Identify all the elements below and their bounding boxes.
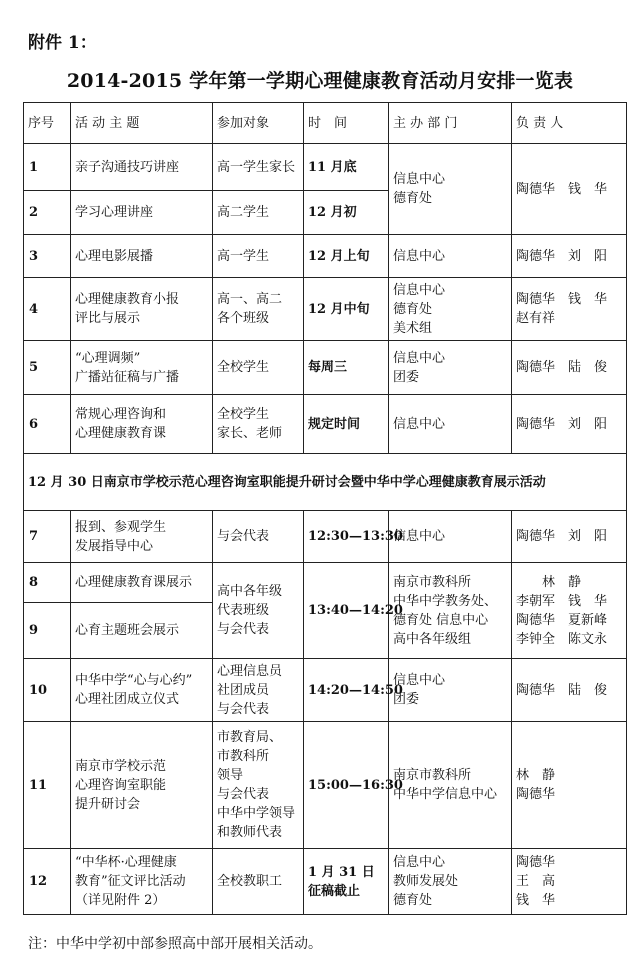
person-in-charge: 陶德华 刘 阳 — [512, 511, 627, 563]
row-number: 9 — [24, 603, 71, 659]
table-row — [24, 278, 627, 341]
host-department: 信息中心 德育处 — [389, 144, 512, 235]
footnote: 注：中华中学初中部参照高中部开展相关活动。 — [28, 936, 322, 952]
participants: 与会代表 — [213, 511, 304, 563]
activity-theme: 心理电影展播 — [71, 235, 213, 278]
host-department: 信息中心 教师发展处 德育处 — [389, 849, 512, 915]
person-in-charge: 陶德华 钱 华 赵有祥 — [512, 278, 627, 341]
table-row — [24, 563, 627, 603]
host-department: 南京市教科所 中华中学教务处、 德育处 信息中心 高中各年级组 — [389, 563, 512, 659]
table-row — [24, 849, 627, 915]
activity-theme: 学习心理讲座 — [71, 191, 213, 235]
row-number: 1 — [24, 144, 71, 191]
header-no: 序号 — [24, 103, 71, 144]
person-in-charge: 陶德华 钱 华 — [512, 144, 627, 235]
activity-theme: 心理健康教育课展示 — [71, 563, 213, 603]
participants: 市教育局、 市教科所 领导 与会代表 中华中学领导 和教师代表 — [213, 722, 304, 849]
activity-theme: 中华中学“心与心约” 心理社团成立仪式 — [71, 659, 213, 722]
activity-time: 12 月中旬 — [304, 278, 389, 341]
header-time: 时 间 — [304, 103, 389, 144]
host-department: 信息中心 团委 — [389, 341, 512, 395]
activity-theme: 报到、参观学生 发展指导中心 — [71, 511, 213, 563]
participants: 心理信息员 社团成员 与会代表 — [213, 659, 304, 722]
activity-time: 每周三 — [304, 341, 389, 395]
activity-time: 规定时间 — [304, 395, 389, 454]
activity-theme: 心理健康教育小报 评比与展示 — [71, 278, 213, 341]
activity-time: 12 月上旬 — [304, 235, 389, 278]
header-leader: 负 责 人 — [512, 103, 627, 144]
activity-time: 12 月初 — [304, 191, 389, 235]
activity-time: 1 月 31 日 征稿截止 — [304, 849, 389, 915]
person-in-charge: 陶德华 王 高 钱 华 — [512, 849, 627, 915]
activity-time: 14:20—14:50 — [304, 659, 389, 722]
participants: 高一学生 — [213, 235, 304, 278]
activity-theme: “中华杯·心理健康 教育”征文评比活动 （详见附件 2） — [71, 849, 213, 915]
row-number: 10 — [24, 659, 71, 722]
table-row — [24, 395, 627, 454]
person-in-charge: 陶德华 刘 阳 — [512, 395, 627, 454]
row-number: 4 — [24, 278, 71, 341]
activity-time: 13:40—14:20 — [304, 563, 389, 659]
activity-theme: 亲子沟通技巧讲座 — [71, 144, 213, 191]
document-title: 2014-2015 学年第一学期心理健康教育活动月安排一览表 — [66, 70, 574, 92]
participants: 高一学生家长 — [213, 144, 304, 191]
person-in-charge: 林 静 李朝军 钱 华 陶德华 夏新峰 李钟全 陈文永 — [512, 563, 627, 659]
header-host: 主 办 部 门 — [389, 103, 512, 144]
row-number: 7 — [24, 511, 71, 563]
participants: 高中各年级 代表班级 与会代表 — [213, 563, 304, 659]
host-department: 信息中心 — [389, 395, 512, 454]
participants: 全校学生 家长、老师 — [213, 395, 304, 454]
header-participants: 参加对象 — [213, 103, 304, 144]
activity-theme: 南京市学校示范 心理咨询室职能 提升研讨会 — [71, 722, 213, 849]
host-department: 信息中心 — [389, 511, 512, 563]
table-header-row — [24, 103, 627, 144]
activity-time: 15:00—16:30 — [304, 722, 389, 849]
row-number: 12 — [24, 849, 71, 915]
activity-schedule-table — [23, 102, 627, 915]
table-row — [24, 235, 627, 278]
header-theme: 活 动 主 题 — [71, 103, 213, 144]
table-row — [24, 722, 627, 849]
host-department: 南京市教科所 中华中学信息中心 — [389, 722, 512, 849]
table-row — [24, 144, 627, 191]
host-department: 信息中心 — [389, 235, 512, 278]
person-in-charge: 陶德华 陆 俊 — [512, 659, 627, 722]
event-banner: 12 月 30 日南京市学校示范心理咨询室职能提升研讨会暨中华中学心理健康教育展示活动 — [24, 454, 627, 511]
activity-theme: 心育主题班会展示 — [71, 603, 213, 659]
row-number: 11 — [24, 722, 71, 849]
person-in-charge: 陶德华 陆 俊 — [512, 341, 627, 395]
table-row — [24, 341, 627, 395]
person-in-charge: 林 静 陶德华 — [512, 722, 627, 849]
row-number: 3 — [24, 235, 71, 278]
row-number: 6 — [24, 395, 71, 454]
host-department: 信息中心 德育处 美术组 — [389, 278, 512, 341]
participants: 全校学生 — [213, 341, 304, 395]
participants: 全校教职工 — [213, 849, 304, 915]
activity-theme: “心理调频” 广播站征稿与广播 — [71, 341, 213, 395]
activity-time: 12:30—13:30 — [304, 511, 389, 563]
host-department: 信息中心 团委 — [389, 659, 512, 722]
person-in-charge: 陶德华 刘 阳 — [512, 235, 627, 278]
table-row — [24, 659, 627, 722]
row-number: 2 — [24, 191, 71, 235]
activity-time: 11 月底 — [304, 144, 389, 191]
attachment-label: 附件 1： — [28, 33, 97, 53]
table-row — [24, 454, 627, 511]
participants: 高二学生 — [213, 191, 304, 235]
activity-theme: 常规心理咨询和 心理健康教育课 — [71, 395, 213, 454]
participants: 高一、高二 各个班级 — [213, 278, 304, 341]
table-row — [24, 511, 627, 563]
row-number: 8 — [24, 563, 71, 603]
row-number: 5 — [24, 341, 71, 395]
